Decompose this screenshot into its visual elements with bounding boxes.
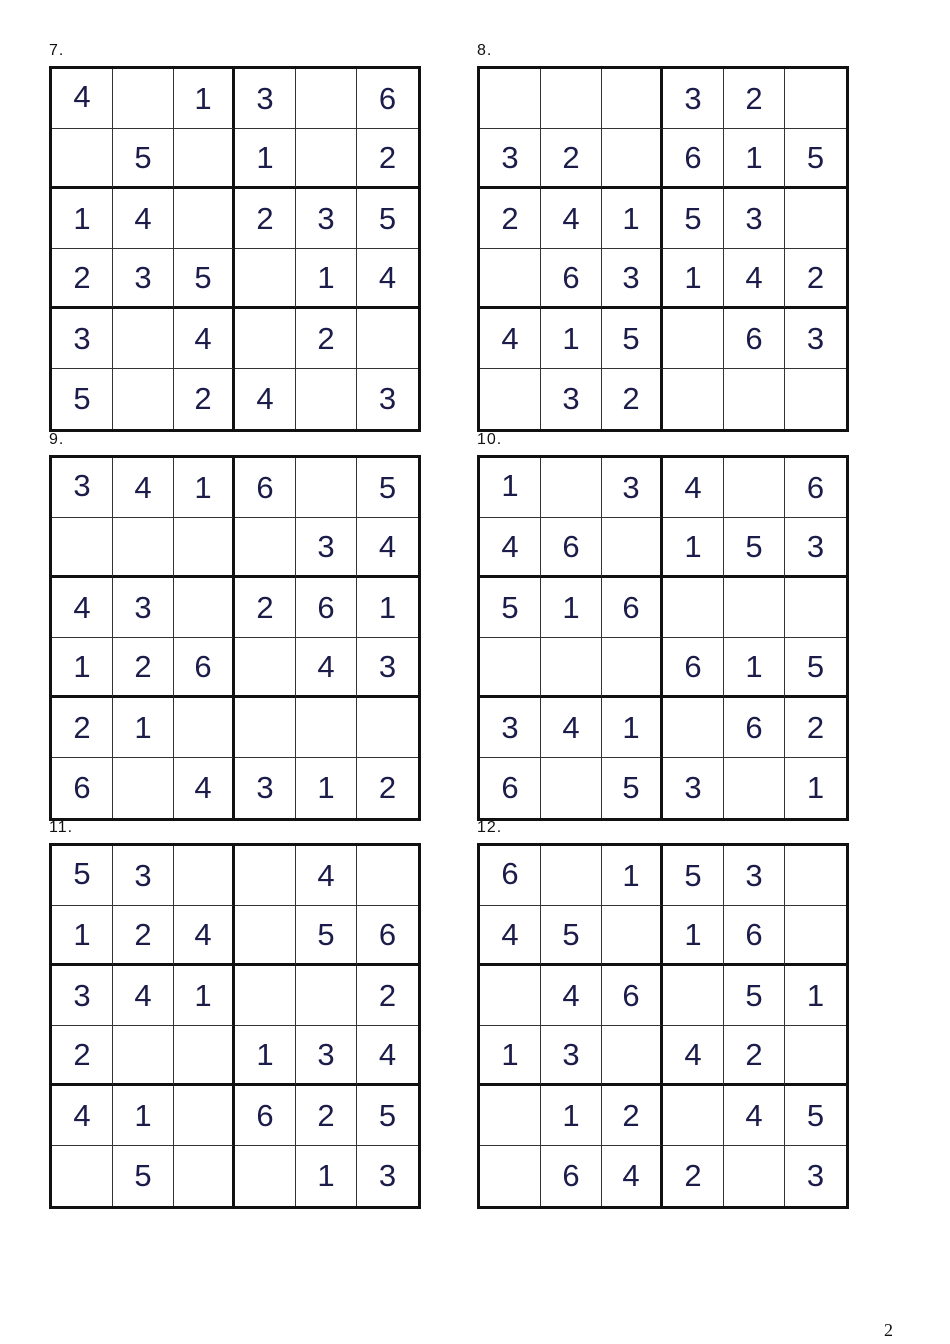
sudoku-cell: 1 <box>663 906 724 966</box>
sudoku-cell: 4 <box>357 249 418 309</box>
sudoku-cell <box>785 369 846 429</box>
sudoku-cell: 1 <box>113 1086 174 1146</box>
sudoku-cell: 1 <box>663 249 724 309</box>
sudoku-cell: 2 <box>541 129 602 189</box>
sudoku-cell: 4 <box>663 458 724 518</box>
sudoku-cell <box>602 906 663 966</box>
sudoku-cell: 1 <box>174 69 235 129</box>
sudoku-puzzle-10 <box>477 431 849 821</box>
sudoku-cell: 4 <box>174 758 235 818</box>
sudoku-cell <box>113 758 174 818</box>
sudoku-cell: 3 <box>663 69 724 129</box>
sudoku-cell: 3 <box>113 578 174 638</box>
sudoku-cell: 4 <box>235 369 296 429</box>
sudoku-cell: 5 <box>785 129 846 189</box>
sudoku-cell: 6 <box>602 966 663 1026</box>
sudoku-cell: 6 <box>174 638 235 698</box>
sudoku-cell: 3 <box>113 846 174 906</box>
sudoku-cell: 5 <box>480 578 541 638</box>
sudoku-cell <box>541 846 602 906</box>
sudoku-cell: 1 <box>541 309 602 369</box>
sudoku-cell <box>480 1086 541 1146</box>
sudoku-cell: 3 <box>602 458 663 518</box>
sudoku-grid <box>477 843 849 1209</box>
sudoku-cell <box>785 189 846 249</box>
sudoku-cell <box>602 518 663 578</box>
sudoku-cell <box>235 309 296 369</box>
sudoku-cell <box>52 518 113 578</box>
sudoku-cell: 6 <box>52 758 113 818</box>
sudoku-cell: 2 <box>52 1026 113 1086</box>
sudoku-cell <box>541 758 602 818</box>
sudoku-cell <box>52 129 113 189</box>
sudoku-cell: 6 <box>235 1086 296 1146</box>
sudoku-cell <box>541 638 602 698</box>
sudoku-cell: 2 <box>785 698 846 758</box>
sudoku-cell: 4 <box>174 309 235 369</box>
sudoku-cell <box>663 698 724 758</box>
sudoku-cell: 1 <box>113 698 174 758</box>
sudoku-cell <box>113 69 174 129</box>
sudoku-cell <box>235 846 296 906</box>
sudoku-cell: 4 <box>296 638 357 698</box>
sudoku-puzzle-12 <box>477 819 849 1209</box>
sudoku-cell: 6 <box>724 906 785 966</box>
sudoku-cell: 5 <box>357 458 418 518</box>
sudoku-cell: 1 <box>806 770 825 805</box>
sudoku-cell: 1 <box>296 758 357 818</box>
sudoku-cell <box>602 1026 663 1086</box>
sudoku-cell <box>235 249 296 309</box>
sudoku-cell: 5 <box>541 906 602 966</box>
sudoku-cell: 1 <box>296 249 357 309</box>
sudoku-grid <box>49 843 421 1209</box>
sudoku-cell <box>174 846 235 906</box>
sudoku-cell <box>480 1146 541 1206</box>
sudoku-cell: 2 <box>378 770 397 805</box>
sudoku-cell <box>785 1026 846 1086</box>
sudoku-cell: 3 <box>602 249 663 309</box>
sudoku-cell: 2 <box>724 1026 785 1086</box>
sudoku-cell: 5 <box>52 846 113 906</box>
sudoku-cell: 4 <box>724 1086 785 1146</box>
sudoku-cell: 5 <box>785 1086 846 1146</box>
sudoku-cell: 2 <box>785 249 846 309</box>
sudoku-cell: 4 <box>174 906 235 966</box>
sudoku-puzzle-9 <box>49 431 421 821</box>
sudoku-cell <box>174 1026 235 1086</box>
sudoku-cell <box>480 69 541 129</box>
sudoku-cell: 1 <box>52 189 113 249</box>
sudoku-cell <box>541 458 602 518</box>
sudoku-puzzle-8 <box>477 42 849 432</box>
sudoku-cell: 5 <box>785 638 846 698</box>
sudoku-cell: 3 <box>296 1026 357 1086</box>
sudoku-cell <box>602 69 663 129</box>
sudoku-grid <box>49 455 421 821</box>
puzzle-label: 12. <box>477 819 503 836</box>
sudoku-cell: 5 <box>113 129 174 189</box>
sudoku-cell: 3 <box>663 758 724 818</box>
sudoku-cell <box>480 369 541 429</box>
sudoku-cell: 1 <box>724 638 785 698</box>
sudoku-cell: 4 <box>113 189 174 249</box>
sudoku-cell: 4 <box>52 1086 113 1146</box>
sudoku-cell <box>52 1146 113 1206</box>
sudoku-cell: 4 <box>480 309 541 369</box>
sudoku-cell: 3 <box>378 1158 397 1193</box>
sudoku-cell: 6 <box>602 578 663 638</box>
sudoku-cell: 1 <box>174 458 235 518</box>
sudoku-cell: 4 <box>480 906 541 966</box>
sudoku-cell: 6 <box>357 69 418 129</box>
sudoku-cell: 6 <box>785 458 846 518</box>
puzzle-label: 9. <box>49 431 65 448</box>
sudoku-cell: 3 <box>724 846 785 906</box>
sudoku-cell: 2 <box>296 1086 357 1146</box>
sudoku-cell: 2 <box>235 578 296 638</box>
sudoku-cell <box>296 966 357 1026</box>
sudoku-cell: 2 <box>602 369 663 429</box>
sudoku-cell: 1 <box>235 129 296 189</box>
sudoku-cell <box>174 189 235 249</box>
sudoku-cell: 2 <box>174 369 235 429</box>
puzzle-label: 7. <box>49 42 65 59</box>
sudoku-cell: 4 <box>541 966 602 1026</box>
sudoku-cell <box>724 578 785 638</box>
sudoku-cell: 3 <box>113 249 174 309</box>
sudoku-cell: 5 <box>113 1146 174 1206</box>
sudoku-cell <box>602 129 663 189</box>
sudoku-cell <box>480 966 541 1026</box>
sudoku-cell: 3 <box>52 309 113 369</box>
sudoku-cell <box>113 309 174 369</box>
sudoku-cell: 6 <box>357 906 418 966</box>
sudoku-cell: 5 <box>724 518 785 578</box>
sudoku-cell <box>663 966 724 1026</box>
sudoku-cell: 5 <box>174 249 235 309</box>
sudoku-cell <box>296 458 357 518</box>
sudoku-cell: 3 <box>480 129 541 189</box>
sudoku-cell <box>235 518 296 578</box>
sudoku-cell <box>785 69 846 129</box>
sudoku-cell <box>174 129 235 189</box>
sudoku-cell <box>113 369 174 429</box>
sudoku-cell: 6 <box>663 638 724 698</box>
sudoku-cell: 5 <box>357 189 418 249</box>
sudoku-cell <box>663 578 724 638</box>
sudoku-cell: 2 <box>113 906 174 966</box>
sudoku-cell: 6 <box>480 846 541 906</box>
sudoku-cell: 1 <box>174 966 235 1026</box>
puzzle-label: 8. <box>477 42 493 59</box>
sudoku-cell <box>113 518 174 578</box>
sudoku-cell: 4 <box>724 249 785 309</box>
sudoku-cell: 2 <box>357 966 418 1026</box>
sudoku-cell <box>785 578 846 638</box>
sudoku-cell <box>602 638 663 698</box>
sudoku-cell <box>480 638 541 698</box>
sudoku-cell: 6 <box>541 249 602 309</box>
sudoku-cell: 2 <box>357 129 418 189</box>
page-number: 2 <box>884 1320 893 1340</box>
sudoku-cell <box>785 846 846 906</box>
sudoku-grid <box>477 455 849 821</box>
sudoku-cell <box>724 1146 785 1206</box>
sudoku-cell: 2 <box>296 309 357 369</box>
sudoku-cell: 3 <box>52 458 113 518</box>
sudoku-cell: 5 <box>724 966 785 1026</box>
sudoku-cell: 1 <box>785 966 846 1026</box>
sudoku-cell: 4 <box>113 458 174 518</box>
sudoku-cell: 1 <box>52 638 113 698</box>
sudoku-cell: 6 <box>724 309 785 369</box>
sudoku-cell <box>174 1086 235 1146</box>
sudoku-cell: 3 <box>785 309 846 369</box>
sudoku-cell: 4 <box>480 518 541 578</box>
sudoku-cell: 5 <box>602 309 663 369</box>
sudoku-cell: 6 <box>724 698 785 758</box>
sudoku-cell: 4 <box>357 518 418 578</box>
sudoku-cell: 2 <box>480 189 541 249</box>
sudoku-cell <box>663 369 724 429</box>
sudoku-cell <box>357 309 418 369</box>
sudoku-cell: 1 <box>602 189 663 249</box>
sudoku-cell: 3 <box>541 369 602 429</box>
sudoku-cell: 4 <box>357 1026 418 1086</box>
sudoku-cell: 5 <box>296 906 357 966</box>
sudoku-cell: 2 <box>235 189 296 249</box>
sudoku-cell: 1 <box>541 1086 602 1146</box>
sudoku-cell: 5 <box>602 758 663 818</box>
sudoku-cell: 1 <box>480 458 541 518</box>
sudoku-cell <box>296 698 357 758</box>
sudoku-cell: 6 <box>235 458 296 518</box>
sudoku-cell: 5 <box>663 846 724 906</box>
sudoku-cell: 6 <box>296 578 357 638</box>
sudoku-cell: 1 <box>480 1026 541 1086</box>
sudoku-cell: 1 <box>296 1146 357 1206</box>
sudoku-cell: 3 <box>785 518 846 578</box>
sudoku-cell: 3 <box>52 966 113 1026</box>
sudoku-cell: 3 <box>541 1026 602 1086</box>
sudoku-cell: 6 <box>541 1146 602 1206</box>
sudoku-cell <box>663 309 724 369</box>
sudoku-cell: 3 <box>480 698 541 758</box>
sudoku-cell: 4 <box>52 578 113 638</box>
sudoku-cell <box>724 458 785 518</box>
sudoku-cell: 2 <box>52 698 113 758</box>
puzzle-label: 10. <box>477 431 503 448</box>
sudoku-grid <box>477 66 849 432</box>
sudoku-cell <box>724 758 785 818</box>
sudoku-cell: 6 <box>541 518 602 578</box>
sudoku-cell <box>174 698 235 758</box>
sudoku-cell: 3 <box>296 518 357 578</box>
sudoku-cell <box>785 906 846 966</box>
sudoku-cell: 3 <box>296 189 357 249</box>
sudoku-cell: 3 <box>378 381 397 416</box>
sudoku-cell: 4 <box>602 1146 663 1206</box>
sudoku-cell: 1 <box>602 846 663 906</box>
sudoku-cell <box>235 638 296 698</box>
sudoku-cell: 1 <box>724 129 785 189</box>
sudoku-cell: 5 <box>663 189 724 249</box>
sudoku-cell <box>357 698 418 758</box>
sudoku-cell: 3 <box>235 69 296 129</box>
sudoku-cell: 5 <box>357 1086 418 1146</box>
sudoku-cell: 4 <box>663 1026 724 1086</box>
sudoku-cell <box>296 69 357 129</box>
sudoku-cell <box>174 518 235 578</box>
sudoku-cell: 5 <box>52 369 113 429</box>
sudoku-cell <box>235 1146 296 1206</box>
sudoku-cell: 1 <box>52 906 113 966</box>
sudoku-cell: 3 <box>724 189 785 249</box>
sudoku-cell: 4 <box>52 69 113 129</box>
sudoku-cell: 4 <box>113 966 174 1026</box>
sudoku-cell <box>235 906 296 966</box>
sudoku-cell <box>480 249 541 309</box>
sudoku-cell: 3 <box>357 638 418 698</box>
sudoku-cell: 6 <box>663 129 724 189</box>
sudoku-cell <box>113 1026 174 1086</box>
puzzle-label: 11. <box>49 819 74 836</box>
sudoku-cell <box>296 369 357 429</box>
sudoku-grid <box>49 66 421 432</box>
sudoku-cell: 4 <box>296 846 357 906</box>
sudoku-puzzle-11 <box>49 819 421 1209</box>
sudoku-cell <box>724 369 785 429</box>
sudoku-cell <box>235 698 296 758</box>
sudoku-cell: 1 <box>541 578 602 638</box>
sudoku-cell <box>296 129 357 189</box>
sudoku-cell <box>357 846 418 906</box>
sudoku-cell <box>541 69 602 129</box>
sudoku-cell: 2 <box>724 69 785 129</box>
sudoku-cell: 1 <box>602 698 663 758</box>
sudoku-cell <box>663 1086 724 1146</box>
sudoku-cell <box>174 578 235 638</box>
sudoku-cell <box>174 1146 235 1206</box>
sudoku-cell: 2 <box>663 1146 724 1206</box>
sudoku-cell: 1 <box>663 518 724 578</box>
sudoku-puzzle-7 <box>49 42 421 432</box>
sudoku-cell: 3 <box>806 1158 825 1193</box>
sudoku-cell: 4 <box>541 698 602 758</box>
sudoku-cell: 6 <box>480 758 541 818</box>
sudoku-cell: 1 <box>357 578 418 638</box>
sudoku-cell: 2 <box>602 1086 663 1146</box>
sudoku-cell: 2 <box>113 638 174 698</box>
sudoku-cell: 2 <box>52 249 113 309</box>
sudoku-cell: 3 <box>235 758 296 818</box>
sudoku-cell <box>235 966 296 1026</box>
sudoku-cell: 4 <box>541 189 602 249</box>
sudoku-cell: 1 <box>235 1026 296 1086</box>
